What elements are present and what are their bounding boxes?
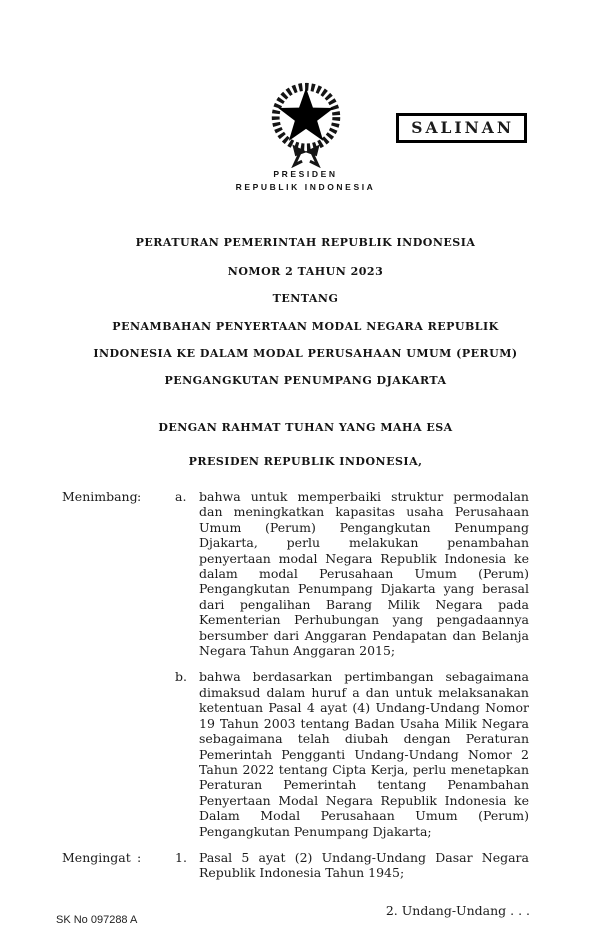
considering-label: Menimbang: [62, 489, 138, 504]
considering-section: [62, 489, 611, 839]
title-number-line: NOMOR 2 TAHUN 2023: [227, 265, 384, 278]
remembering-section: [62, 850, 611, 881]
salinan-stamp: SALINAN: [396, 113, 527, 143]
spacer: [62, 669, 137, 838]
considering-colon: :: [137, 489, 142, 504]
letterhead-presiden: PRESIDEN: [273, 169, 338, 179]
letterhead: [0, 80, 611, 194]
remembering-item-1-text: Pasal 5 ayat (2) Undang-Undang Dasar Negara Republik Indonesia Tahun 1945;: [199, 849, 529, 881]
spacer: [137, 669, 175, 838]
page-continuation-marker: 2. Undang-Undang . . .: [385, 902, 530, 918]
document-body: [0, 489, 611, 918]
title-subject-line: PENAMBAHAN PENYERTAAN MODAL NEGARA REPUBLIK INDONESIA KE DALAM MODAL PERUSAHAAN UMUM (PERUM) PENGANGKUTAN PENUMPANG DJAKARTA: [93, 320, 518, 387]
preamble-presiden: PRESIDEN REPUBLIK INDONESIA,: [188, 455, 423, 468]
remembering-colon: :: [137, 849, 142, 865]
considering-item-b-text: bahwa berdasarkan pertimbangan sebagaimana dimaksud dalam huruf a dan untuk melaksanakan ketentuan Pasal 4 ayat (4) Undang-Undang Nomor 19 Tahun 2003 tentang Badan Usaha Milik Negara sebagaimana telah diubah dengan Peraturan Pemerintah Pengganti Undang-Undang Nomor 2 Tahun 2022 tentang Cipta Kerja, perlu menetapkan Peraturan Pemerintah tentang Penambahan Penyertaan Modal Negara Republik Indonesia ke Dalam Modal Perusahaan Umum (Perum) Pengangkutan Penumpang Djakarta;: [199, 669, 529, 839]
document-title: [0, 236, 611, 394]
sk-number: SK No 097288 A: [56, 914, 138, 926]
remembering-label: Mengingat: [62, 849, 131, 865]
remembering-item-1-marker: 1.: [175, 849, 187, 865]
presidential-star-emblem-icon: [257, 80, 355, 168]
letterhead-republik-indonesia: REPUBLIK INDONESIA: [235, 182, 376, 192]
considering-item-b-marker: b.: [175, 669, 187, 685]
preamble-rahmat: DENGAN RAHMAT TUHAN YANG MAHA ESA: [158, 421, 453, 434]
considering-item-a-text: bahwa untuk memperbaiki struktur permodalan dan meningkatkan kapasitas usaha Perusahaan Umum (Perum) Pengangkutan Penumpang Djakarta, perlu melakukan penambahan penyertaan modal Negara Republik Indonesia ke dalam modal Perusahaan Umum (Perum) Pengangkutan Penumpang Djakarta yang berasal dari pengalihan Barang Milik Negara pada Kementerian Perhubungan yang pengadaannya bersumber dari Anggaran Pendapatan dan Belanja Negara Tahun Anggaran 2015;: [199, 489, 529, 659]
considering-item-a-marker: a.: [175, 489, 187, 504]
title-tentang-line: TENTANG: [272, 292, 339, 305]
title-regulation-line: PERATURAN PEMERINTAH REPUBLIK INDONESIA: [135, 236, 476, 249]
